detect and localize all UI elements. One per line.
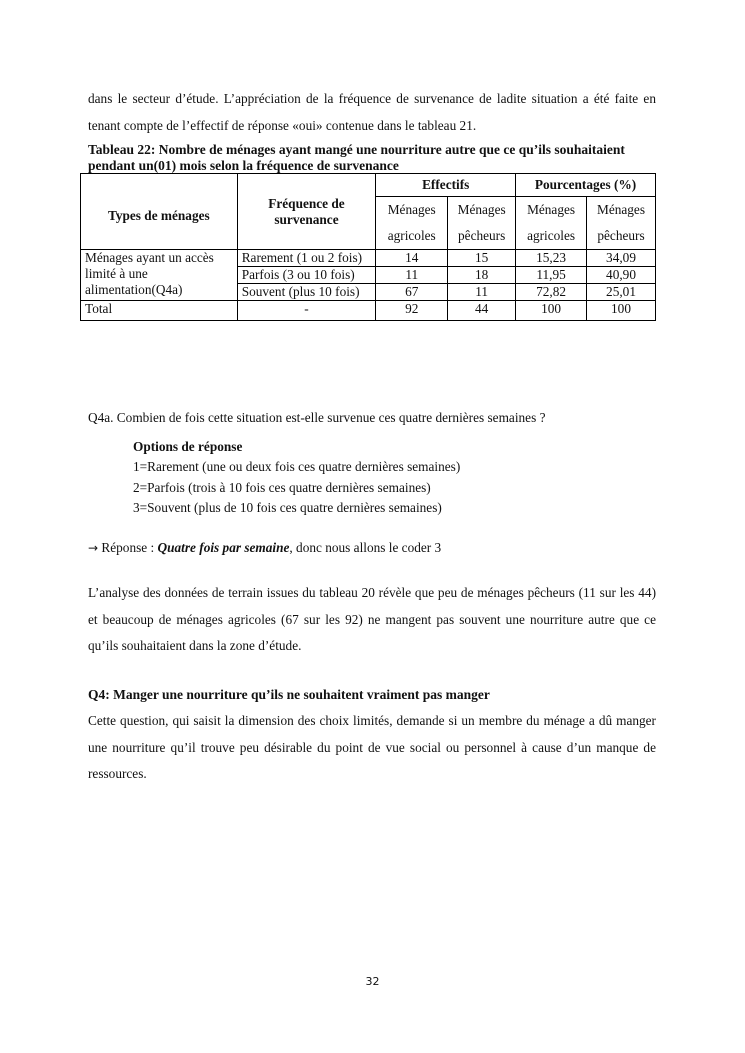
- value-cell: 18: [448, 267, 516, 284]
- value-cell: 67: [376, 284, 448, 301]
- subheader-agricoles: Ménages agricoles: [376, 197, 448, 250]
- option-item: 1=Rarement (une ou deux fois ces quatre dernières semaines): [133, 459, 461, 474]
- total-value: 44: [448, 301, 516, 321]
- value-cell: 72,82: [516, 284, 587, 301]
- analysis-paragraph: L’analyse des données de terrain issues du tableau 20 révèle que peu de ménages pêcheurs (11 sur les 44) et beaucoup de ménages agricoles (67 sur les 92) ne mangent pas souvent une nourriture autre que ce qu’ils souhaitaient dans la zone d’étude.: [88, 585, 656, 653]
- table-title: Tableau 22: Nombre de ménages ayant mangé une nourriture autre que ce qu’ils souhaitaient pendant un(01) mois selon la fréquence de survenance: [88, 142, 625, 173]
- value-cell: 25,01: [587, 284, 656, 301]
- value-cell: 40,90: [587, 267, 656, 284]
- option-item: 3=Souvent (plus de 10 fois ces quatre dernières semaines): [133, 500, 442, 515]
- total-value: 92: [376, 301, 448, 321]
- response-options: [133, 436, 460, 519]
- table-header-row: [81, 174, 656, 197]
- value-cell: 11,95: [516, 267, 587, 284]
- section-heading-q4: Q4: Manger une nourriture qu’ils ne souhaitent vraiment pas manger: [88, 687, 490, 702]
- options-heading: Options de réponse: [133, 439, 243, 454]
- subheader-pecheurs: Ménages pêcheurs: [448, 197, 516, 250]
- data-table: [80, 173, 656, 321]
- total-value: 100: [587, 301, 656, 321]
- intro-paragraph: dans le secteur d’étude. L’appréciation de la fréquence de survenance de ladite situation a été faite en tenant compte de l’effectif de réponse «oui» contenue dans le tableau 21.: [88, 91, 656, 133]
- value-cell: 11: [376, 267, 448, 284]
- header-types: Types de ménages: [81, 174, 238, 250]
- response-suffix: , donc nous allons le coder 3: [289, 540, 442, 555]
- response-answer: Quatre fois par semaine: [157, 540, 290, 555]
- response-prefix: Réponse :: [98, 540, 158, 555]
- response-line: [88, 540, 441, 556]
- page-number: 32: [365, 975, 380, 988]
- total-freq: -: [237, 301, 376, 321]
- arrow-right-icon: →: [88, 541, 99, 555]
- total-value: 100: [516, 301, 587, 321]
- freq-cell: Souvent (plus 10 fois): [237, 284, 376, 301]
- header-pourcentages: Pourcentages (%): [516, 174, 656, 197]
- table-row: [81, 250, 656, 267]
- value-cell: 15: [448, 250, 516, 267]
- subheader-pecheurs: Ménages pêcheurs: [587, 197, 656, 250]
- q4-paragraph: Cette question, qui saisit la dimension des choix limités, demande si un membre du ménage a dû manger une nourriture qu’il trouve peu désirable du point de vue social ou personnel à cause d’un manque de ressources.: [88, 713, 656, 781]
- value-cell: 34,09: [587, 250, 656, 267]
- subheader-agricoles: Ménages agricoles: [516, 197, 587, 250]
- table-total-row: [81, 301, 656, 321]
- value-cell: 14: [376, 250, 448, 267]
- header-frequence: Fréquence de survenance: [237, 174, 376, 250]
- value-cell: 11: [448, 284, 516, 301]
- group-label: Ménages ayant un accès limité à une alimentation(Q4a): [81, 250, 238, 301]
- freq-cell: Parfois (3 ou 10 fois): [237, 267, 376, 284]
- question-q4a: Q4a. Combien de fois cette situation est-elle survenue ces quatre dernières semaines ?: [88, 410, 546, 425]
- header-effectifs: Effectifs: [376, 174, 516, 197]
- total-label: Total: [81, 301, 238, 321]
- freq-cell: Rarement (1 ou 2 fois): [237, 250, 376, 267]
- option-item: 2=Parfois (trois à 10 fois ces quatre dernières semaines): [133, 479, 431, 495]
- value-cell: 15,23: [516, 250, 587, 267]
